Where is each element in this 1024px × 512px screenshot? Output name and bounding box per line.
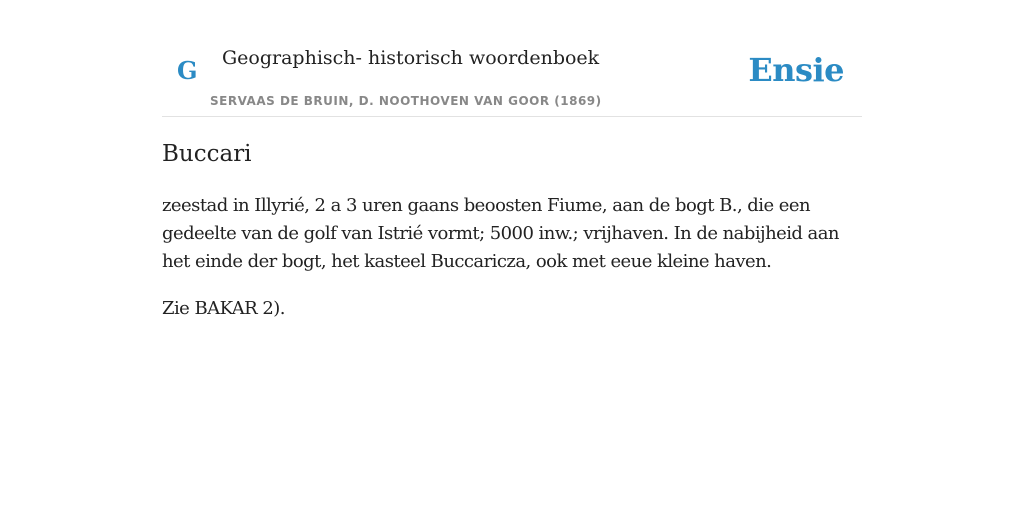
book-authors: SERVAAS DE BRUIN, D. NOOTHOVEN VAN GOOR (1869) — [210, 94, 602, 108]
entry-paragraph: Zie BAKAR 2). — [162, 298, 285, 319]
book-header — [162, 0, 862, 117]
entry-title: Buccari — [162, 141, 252, 167]
ensie-logo[interactable]: Ensie — [748, 51, 844, 89]
book-title[interactable]: Geographisch- historisch woordenboek — [222, 47, 600, 69]
entry-paragraph: zeestad in Illyrié, 2 a 3 uren gaans beoosten Fiume, aan de bogt B., die een gedeelte van de golf van Istrié vormt; 5000 inw.; vrijhaven. In de nabijheid aan het einde der bogt, het kasteel Buccaricza, ook met eeue kleine haven. — [162, 195, 839, 272]
book-letter-icon: G — [177, 56, 198, 85]
entry-body — [162, 192, 862, 342]
